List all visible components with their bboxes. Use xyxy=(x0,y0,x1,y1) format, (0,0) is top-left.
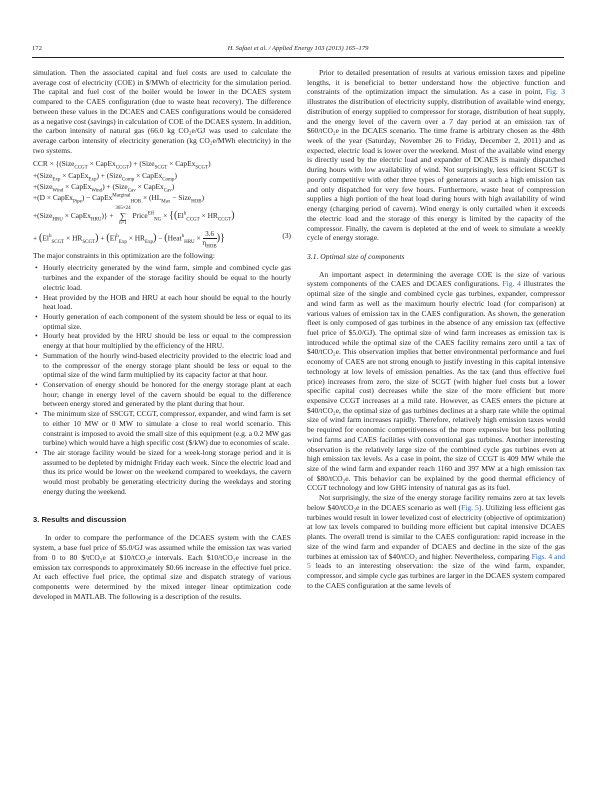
list-item: • Hourly electricity generated by the wind farm, simple and combined cycle gas turbines and the expander of the storage facility should be equal to the hourly electric load. xyxy=(43,263,291,292)
text-run: ). Utilizing less efficient gas turbines would result in lower levelized cost of electricity (objective of optimization) at low tax levels compared to building more efficient but capital intensive DCAES plants. The overall trend is similar to the CAES configuration: rapid increase in the size of the wind farm and expander of DCAES and decline in the size of the gas turbines at emission tax of $40/tCO₂ and higher. Nevertheless, comparing xyxy=(307,502,565,561)
paragraph xyxy=(307,68,565,243)
paragraph: simulation. Then the associated capital and fuel costs are used to calculate the average cost of electricity (COE) in $/MWh of electricity for the simulation period. The capital and fuel cost of the boiler would be lower in the DCAES system compared to the CAES configuration (due to waste heat recovery). The difference between these values in the DCAES and CAES configurations would be considered as a negative cost (savings) in calculation of COE of the DCAES system. In addition, the carbon intensity of natural gas (66.0 kg CO₂e/GJ was used to calculate the average carbon intensity of electricity generation (kg CO₂e/MWh electricity) in the two systems. xyxy=(33,68,291,155)
paragraph xyxy=(307,270,565,494)
list-item: • Hourly heat provided by the HRU should be less or equal to the compression energy at that hour multiplied by the efficiency of the HRU. xyxy=(43,331,291,350)
running-header xyxy=(32,45,564,57)
text-run: leads to an interesting observation: the size of the wind farm, expander, compressor, and simple cycle gas turbines are larger in the DCAES system compared to the CAES configuration at the same levels of xyxy=(307,561,565,590)
page-number: 172 xyxy=(32,45,42,52)
figure-link-fig5[interactable]: Fig. 5 xyxy=(461,502,479,512)
sum-upper-limit: 365×24 xyxy=(115,206,131,212)
left-column xyxy=(33,68,291,601)
text-run: An important aspect in determining the average COE is the size of various system components of the CAES and DCAES configurations. xyxy=(307,269,565,289)
sum-lower-limit: h=1 xyxy=(119,221,127,227)
header-rule xyxy=(32,57,564,58)
list-item: • Hourly generation of each component of the system should be less or equal to its optimal size. xyxy=(43,312,291,331)
subsection-heading: 3.1. Optimal size of components xyxy=(307,251,405,261)
figure-link-fig4[interactable]: Fig. 4 xyxy=(502,279,521,289)
journal-citation: H. Safaei et al. / Applied Energy 103 (2013) 165–179 xyxy=(227,45,369,52)
paragraph xyxy=(307,493,565,590)
constraints-list xyxy=(33,263,291,496)
section-heading: 3. Results and discussion xyxy=(33,514,127,524)
list-item: • Summation of the hourly wind-based electricity provided to the electric load and to the compressor of the energy storage plant should be less or equal to the optimal size of the wind farm multiplied by its capacity factor at that hour. xyxy=(43,351,291,380)
figure-link-figs4-5[interactable]: Figs. 4 and 5 xyxy=(307,551,565,571)
list-item: • The minimum size of SSCGT, CCGT, compressor, expander, and wind farm is set to either 10 MW or 0 MW to simulate a close to real world scenario. This constraint is imposed to avoid the small size of this equipment (e.g. a 0.2 MW gas turbine) which would have a high specific cost ($/kW) due to economies of scale. xyxy=(43,409,291,448)
list-item: • The air storage facility would be sized for a week-long storage period and it is assumed to be depleted by midnight Friday each week. Since the electric load and thus its price would be lower on the weekend compared to weekdays, the cavern would most probably be generating electricity during the weekdays and storing energy during the weekend. xyxy=(43,448,291,497)
right-column xyxy=(307,68,565,590)
paragraph: In order to compare the performance of the DCAES system with the CAES system, a base fuel price of $5.0/GJ was assumed while the emission tax was varied from 0 to 80 $/tCO₂e at $10/tCO₂e intervals. Each $10/tCO₂e increase in the emission tax corresponds to approximately $0.66 increase in the effective fuel price. At each effective fuel price, the optimal size and dispatch strategy of various components were determined by the mixed integer linear optimization code developed in MATLAB. The following is a description of the results. xyxy=(33,533,291,601)
list-item: • Heat provided by the HOB and HRU at each hour should be equal to the hourly heat load. xyxy=(43,293,291,312)
equation-number: (3) xyxy=(282,231,291,241)
text-run: Not surprisingly, the size of the energy storage facility remains zero at tax levels below $40/tCO₂e in the DCAES scenario as well ( xyxy=(307,493,565,512)
text-run: illustrates the optimal size of the single and combined cycle gas turbines, expander, compressor and wind farm as well as the maximum hourly electric load (for comparison) at various values of emission tax in the CAES configuration. As shown, the generation fleet is only composed of gas turbines in the absence of any emission tax (effective fuel price of $5.0/GJ). The optimal size of wind farm increases as emission tax is introduced while the optimal size of the CAES facility remains zero until a tax of $40/tCO₂e. This observation implies that better environmental performance and fuel economy of CAES are not strong enough to justify investing in this capital intensive technology at low levels of emission penalties. As the tax (and thus effective fuel price) increases from zero, the size of SCGT (with higher fuel costs but a lower specific capital cost) decreases while the size of the more efficient but more expensive CCGT increases at a mild rate. However, as CAES enters the picture at $40/tCO₂e, the optimal size of gas turbines declines at a sharp rate while the optimal size of wind farm increases rapidly. Therefore, relatively high emission taxes would be required for economic competitiveness of the more expensive but less polluting wind farms and CAES facilities with conventional gas turbines. Another interesting observation is the relatively large size of the combined cycle gas turbines even at high emission tax levels. As a case in point, the size of CCGT is 409 MW while the size of the wind farm and expander reach 1160 and 397 MW at a high emission tax of $80/tCO₂e. This behavior can be explained by the good thermal efficiency of CCGT technology and low GHG intensity of natural gas as its fuel. xyxy=(307,279,566,493)
text-run: illustrates the distribution of electricity supply, distribution of available wind energy, distribution of energy supplied to compressor for storage, distribution of heat supply, and the energy level of the cavern over a 7 day period at an emission tax of $60/tCO₂e in the DCAES scenario. The time frame is arbitrary chosen as the 48th week of the year (Saturday, November 26 to Friday, December 2, 2011) and as expected, electric load is lower over the weekend. Most of the available wind energy is directly used by the electric load and expander of DCAES is mainly dispatched during hours with low availability of wind. Not surprisingly, less efficient SCGT is poorly competitive with other three types of generators at such a high emission tax and only dispatched for very few hours. Furthermore, waste heat of compression supplies a high portion of the heat load during hours with high availability of wind energy (charging period of cavern). Wind energy is only curtailed when it exceeds the electric load and the storage of this energy is limited by the capacity of the compressor. Finally, the cavern is depleted at the end of week to simulate a weekly cycle of energy storage. xyxy=(307,97,565,243)
text-run: Prior to detailed presentation of results at various emission taxes and pipeline lengths, it is beneficial to better understand how the objective function and constraints of the optimization impact the simulation. As a case in point, xyxy=(307,68,565,97)
list-item: • Conservation of energy should be honored for the energy storage plant at each hour; change in energy level of the cavern should be equal to the difference between energy stored and generated by the plant during that hour. xyxy=(43,380,291,409)
equation-3: CCR × {(Size$_{CCGT}$ × CapEx$_{CCGT}$) + (Size$_{SCGT}$ × CapEx$_{SCGT}$) +(Size$_{Exp}$ × CapEx$_{Exp}$) + (Size$_{Comp}$ × CapEx$_{Comp}$) +(Size$_{Wind}$ × CapEx$_{Wind}$) + (Size$_{Cav}$ × CapEx$_{Cav}$) +(D × CapEx$_{Pipe}$) − CapEx$^{Marginal}_{HOB}$ × ($HL_{Max}$ − Size$_{HOB}$) +(Size$_{HRU}$ × CapEx$_{HRU}$)} + 365×24 ∑ h=1 Price$^{Eff}_{NG}$ × {$(El^h_{CCGT} \times HR_{CCGT})$ + $(El^h_{SCGT} \times HR_{SCGT}) + (El^h_{Exp} \times HR_{Exp})$ − (Heat$^h_{HRU}$ × $\frac{3.6}{\eta_{HOB}}$ )} (3) xyxy=(33,159,291,250)
figure-link-fig3[interactable]: Fig. 3 xyxy=(545,87,565,97)
constraints-intro: The major constraints in this optimization are the following: xyxy=(33,250,215,260)
